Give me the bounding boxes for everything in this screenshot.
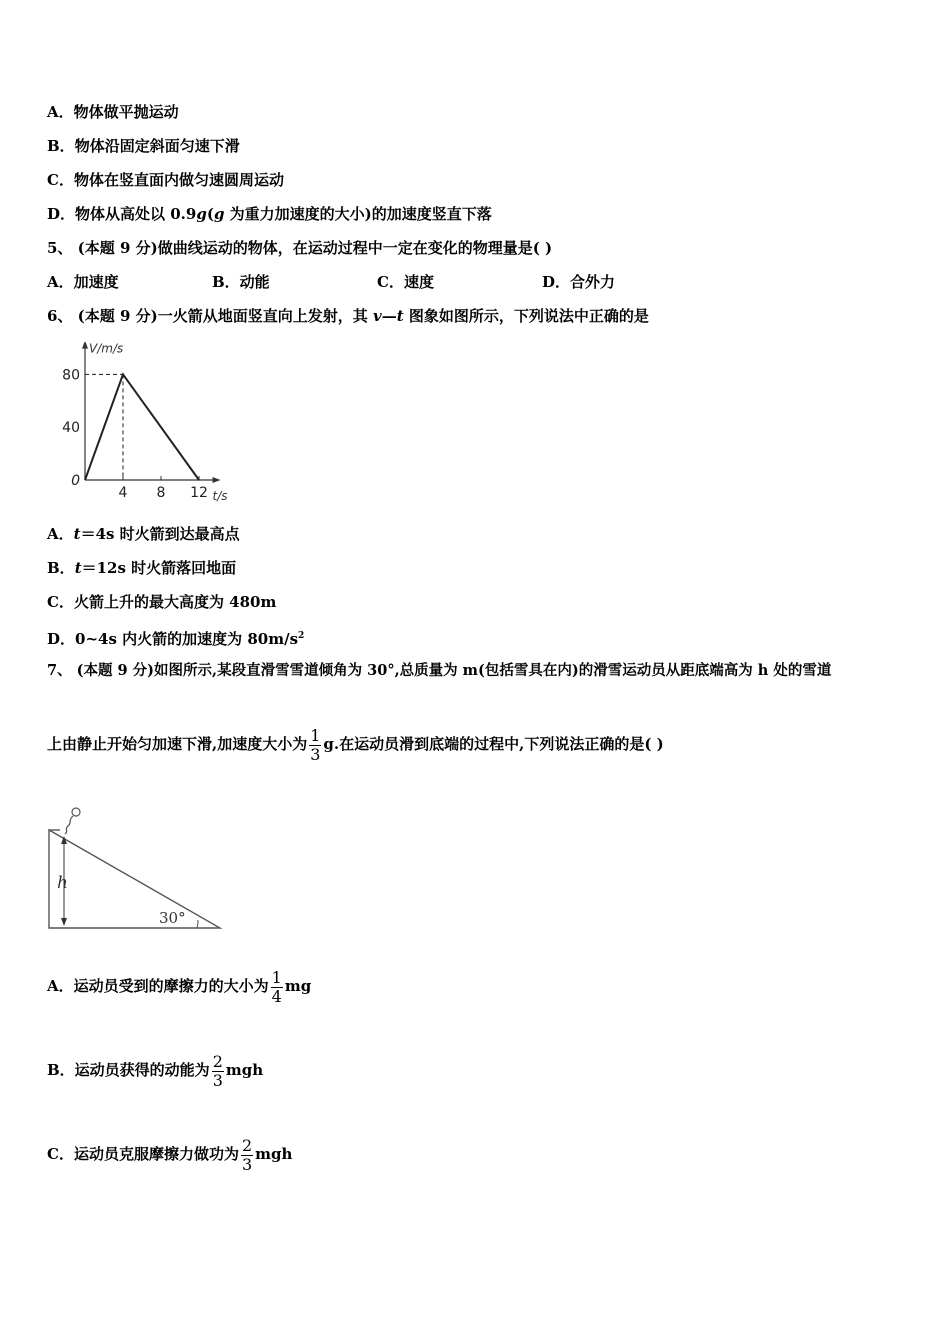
fraction-two-thirds [241,1137,253,1174]
slope-figure [40,800,240,940]
fraction-two-thirds [212,1053,224,1090]
option-text: B．运动员获得的动能为 [47,1061,210,1079]
q5-option-d: D．合外力 [542,273,616,291]
stem-text: 图象如图所示，下列说法中正确的是 [403,307,649,325]
x-axis-label: t/s [212,489,228,503]
option-label: B． [47,559,75,577]
q7-option-b [47,1050,263,1090]
q6-option-b [47,558,236,578]
symbol-g: g [196,205,207,223]
y-axis-label: V/m/s [89,342,124,356]
option-text: 物体在竖直面内做匀速圆周运动 [73,171,284,189]
option-text: 为重力加速度的大小)的加速度竖直下落 [224,205,492,223]
q6-option-a [47,524,240,544]
symbol-t: t [73,525,81,543]
y-axis-arrow-icon [82,342,88,349]
y-tick-label: 40 [62,420,80,437]
arrow-down-icon [61,918,67,926]
option-text: mgh [255,1145,293,1163]
stem-text: g.在运动员滑到底端的过程中,下列说法正确的是( ) [323,735,664,753]
fraction-numerator: 2 [212,1051,223,1071]
q5-option-b: B．动能 [212,273,270,291]
x-axis-arrow-icon [213,477,221,483]
angle-arc [197,920,198,928]
q7-option-a [47,966,311,1006]
stem-text: 上由静止开始匀加速下滑,加速度大小为 [47,735,308,753]
skier-icon [65,808,80,834]
q5-stem: 5、 (本题 9 分)做曲线运动的物体，在运动过程中一定在变化的物理量是( ) [47,239,553,257]
vt-axes [62,342,227,503]
symbol-t: t [396,307,404,325]
vt-marks [85,374,199,480]
option-text: ＝12s 时火箭落回地面 [81,559,237,577]
fraction-numerator: 1 [310,725,321,745]
q5-options [47,272,615,292]
q6-option-d [47,626,304,649]
option-text: 物体做平抛运动 [73,103,179,121]
q4-option-c [47,170,284,190]
q7-stem-line1: 7、 (本题 9 分)如图所示,某段直滑雪雪道倾角为 30°,总质量为 m(包括雪具在内)的滑雪运动员从距底端高为 h 处的雪道 [47,662,832,679]
fraction-denominator: 3 [241,1154,253,1174]
y-tick-label: 80 [62,367,80,384]
x-tick-label: 8 [156,485,166,501]
fraction-denominator: 3 [310,744,321,764]
fraction-denominator: 4 [271,986,282,1006]
y-tick-label: 0 [71,473,80,489]
symbol-t: t [74,559,82,577]
option-text: C．运动员克服摩擦力做功为 [47,1145,239,1163]
q5-option-c: C．速度 [377,273,434,291]
option-text: ＝4s 时火箭到达最高点 [80,525,240,543]
fraction-one-third [309,727,321,764]
option-label: A． [47,525,74,543]
option-text: D．0~4s 内火箭的加速度为 80m/s [47,630,299,648]
option-text: mg [284,977,312,995]
slope-triangle [49,830,220,928]
option-text: ( [206,205,214,223]
x-tick-label: 4 [118,485,128,501]
option-label: D． [47,205,76,223]
fraction-numerator: 2 [241,1135,253,1155]
q7-stem-line2 [47,724,664,764]
fraction-denominator: 3 [212,1070,223,1090]
q6-option-c: C．火箭上升的最大高度为 480m [47,593,277,611]
q6-stem [47,306,649,326]
height-label: h [57,873,68,893]
stem-text: — [381,307,397,325]
x-tick-label: 12 [190,485,208,501]
q4-option-d [47,204,492,224]
option-text: 物体沿固定斜面匀速下滑 [74,137,240,155]
superscript: 2 [298,631,305,641]
option-label: B． [47,137,75,155]
vt-graph [55,342,245,512]
symbol-v: v [372,307,382,325]
velocity-line [85,374,199,480]
stem-text: 6、 (本题 9 分)一火箭从地面竖直向上发射，其 [47,307,373,325]
option-text: A．运动员受到的摩擦力的大小为 [47,977,269,995]
option-text: mgh [225,1061,264,1079]
q4-option-a [47,102,179,122]
q7-option-c [47,1134,292,1174]
option-text: 物体从高处以 0.9 [75,205,197,223]
option-label: A． [47,103,74,121]
q4-option-b [47,136,240,156]
fraction-one-quarter [271,969,283,1006]
fraction-numerator: 1 [271,967,282,987]
symbol-g: g [213,205,225,223]
q5-option-a: A．加速度 [47,273,119,291]
option-label: C． [47,171,74,189]
angle-label: 30° [159,909,186,927]
